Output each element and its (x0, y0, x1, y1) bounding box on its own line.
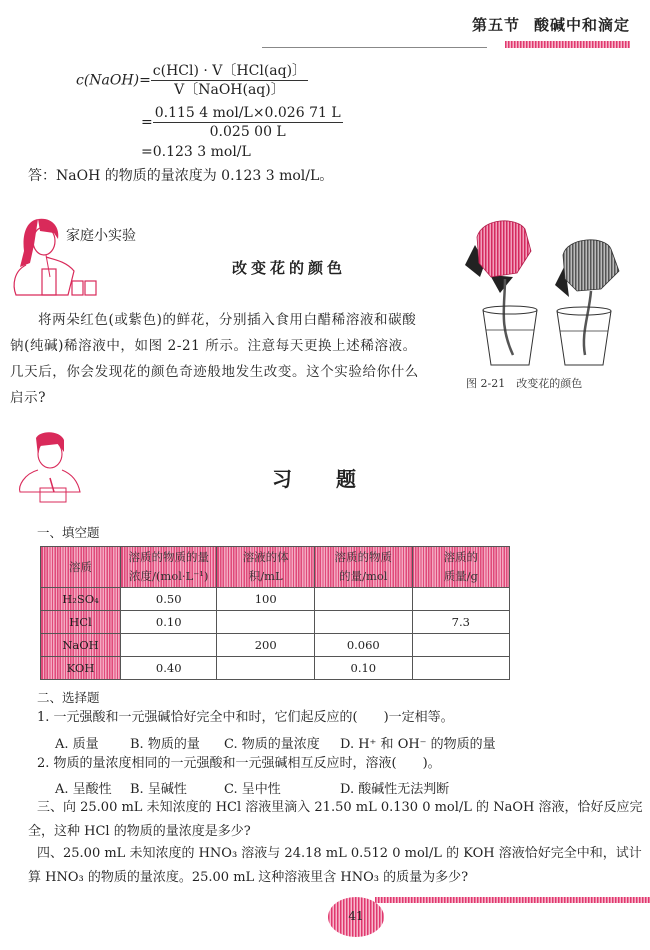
section-title: 酸碱中和滴定 (533, 16, 630, 34)
formula-fraction-2: $\frac{\text{0.115 4 mol/L×0.026 71 L}}{0.025 00 L}$ (154, 105, 341, 140)
question-2-option-b: B. 呈碱性 (130, 782, 187, 797)
exercises-title: 习题 (272, 467, 400, 491)
fill-blank-section-heading: 一、填空题 (37, 525, 100, 540)
experiment-body: 将两朵红色(或紫色)的鲜花，分别插入食用白醋稀溶液和碳酸钠(纯碱)稀溶液中，如图 2-21 所示。注意每天更换上述稀溶液。几天后，你会发现花的颜色奇迹般地发生改变。这个实验给你什么启示? (10, 312, 419, 406)
table-header-row (41, 547, 510, 588)
row-solute: H₂SO₄ (41, 588, 121, 611)
section-header (472, 14, 630, 35)
question-1-option-d: D. H⁺ 和 OH⁻ 的物质的量 (340, 737, 496, 752)
figure-caption: 图 2-21 改变花的颜色 (466, 377, 583, 390)
question-1-stem: 1. 一元强酸和一元强碱恰好完全中和时，它们起反应的( )一定相等。 (37, 710, 454, 725)
cell-volume: 200 (217, 634, 315, 657)
question-1-option-c: C. 物质的量浓度 (224, 737, 320, 752)
answer-text: 答：NaOH 的物质的量浓度为 0.123 3 mol/L。 (28, 168, 334, 184)
fill-blank-table (40, 546, 510, 680)
question-2-stem: 2. 物质的量浓度相同的一元强酸和一元强碱相互反应时，溶液( )。 (37, 756, 441, 771)
formula-line-2: = $\frac{\text{0.115 4 mol/L×0.026 71 L}}{0.025 00 L}$ (141, 105, 341, 140)
table-header-amount: 溶质的物质 的量/mol (314, 547, 412, 588)
cell-mass (412, 657, 509, 680)
row-solute: NaOH (41, 634, 121, 657)
page-number-badge (328, 897, 384, 937)
cell-concentration: 0.40 (121, 657, 217, 680)
table-row (41, 634, 510, 657)
cell-volume: 100 (217, 588, 315, 611)
question-2-option-c: C. 呈中性 (224, 782, 281, 797)
home-experiment-label: 家庭小实验 (66, 228, 136, 244)
cell-mass (412, 588, 509, 611)
cell-amount (314, 611, 412, 634)
row-solute: HCl (41, 611, 121, 634)
cell-mass: 7.3 (412, 611, 509, 634)
footer-accent-bar (375, 897, 650, 903)
table-row (41, 611, 510, 634)
question-3-line-2: 全，这种 HCl 的物质的量浓度是多少? (28, 824, 251, 839)
table-header-mass: 溶质的 质量/g (412, 547, 509, 588)
multiple-choice-section-heading: 二、选择题 (37, 690, 100, 705)
experiment-title: 改变花的颜色 (232, 259, 347, 277)
cell-amount (314, 588, 412, 611)
cell-concentration: 0.50 (121, 588, 217, 611)
table-header-concentration: 溶质的物质的量 浓度/(mol·L⁻¹) (121, 547, 217, 588)
question-1-option-a: A. 质量 (55, 737, 99, 752)
table-header-solute: 溶质 (41, 547, 121, 588)
cell-volume (217, 657, 315, 680)
question-4-line-2: 算 HNO₃ 的物质的量浓度。25.00 mL 这种溶液里含 HNO₃ 的质量为多少? (28, 870, 469, 885)
cell-amount: 0.060 (314, 634, 412, 657)
table-row (41, 657, 510, 680)
question-3-line-1: 三、向 25.00 mL 未知浓度的 HCl 溶液里滴入 21.50 mL 0.130 0 mol/L 的 NaOH 溶液，恰好反应完 (37, 800, 643, 815)
cell-concentration (121, 634, 217, 657)
page-number: 41 (348, 909, 364, 923)
cell-volume (217, 611, 315, 634)
question-2-option-d: D. 酸碱性无法判断 (340, 782, 450, 797)
formula-fraction-1: $\frac{\text{c(HCl) · V〔HCl(aq)〕}}{\text{V〔NaOH(aq)〕}}$ (152, 63, 307, 98)
table-row (41, 588, 510, 611)
row-solute: KOH (41, 657, 121, 680)
cell-concentration: 0.10 (121, 611, 217, 634)
table-header-volume: 溶液的体 积/mL (217, 547, 315, 588)
question-2-option-a: A. 呈酸性 (55, 782, 112, 797)
roses-in-glasses-figure-icon (455, 215, 625, 370)
cell-mass (412, 634, 509, 657)
question-1-option-b: B. 物质的量 (130, 737, 200, 752)
formula-lhs: c(NaOH) (76, 72, 140, 89)
header-rule (262, 47, 487, 48)
formula-line-1: c(NaOH)= $\frac{\text{c(HCl) · V〔HCl(aq)〕}}{\text{V〔NaOH(aq)〕}}$ (76, 63, 307, 98)
formula-line-3: =0.123 3 mol/L (141, 144, 251, 160)
boy-writing-illustration-icon (10, 430, 85, 505)
cell-amount: 0.10 (314, 657, 412, 680)
section-number: 第五节 (471, 16, 520, 34)
question-4-line-1: 四、25.00 mL 未知浓度的 HNO₃ 溶液与 24.18 mL 0.512 0 mol/L 的 KOH 溶液恰好完全中和，试计 (37, 846, 642, 861)
header-accent-bar (505, 41, 630, 48)
